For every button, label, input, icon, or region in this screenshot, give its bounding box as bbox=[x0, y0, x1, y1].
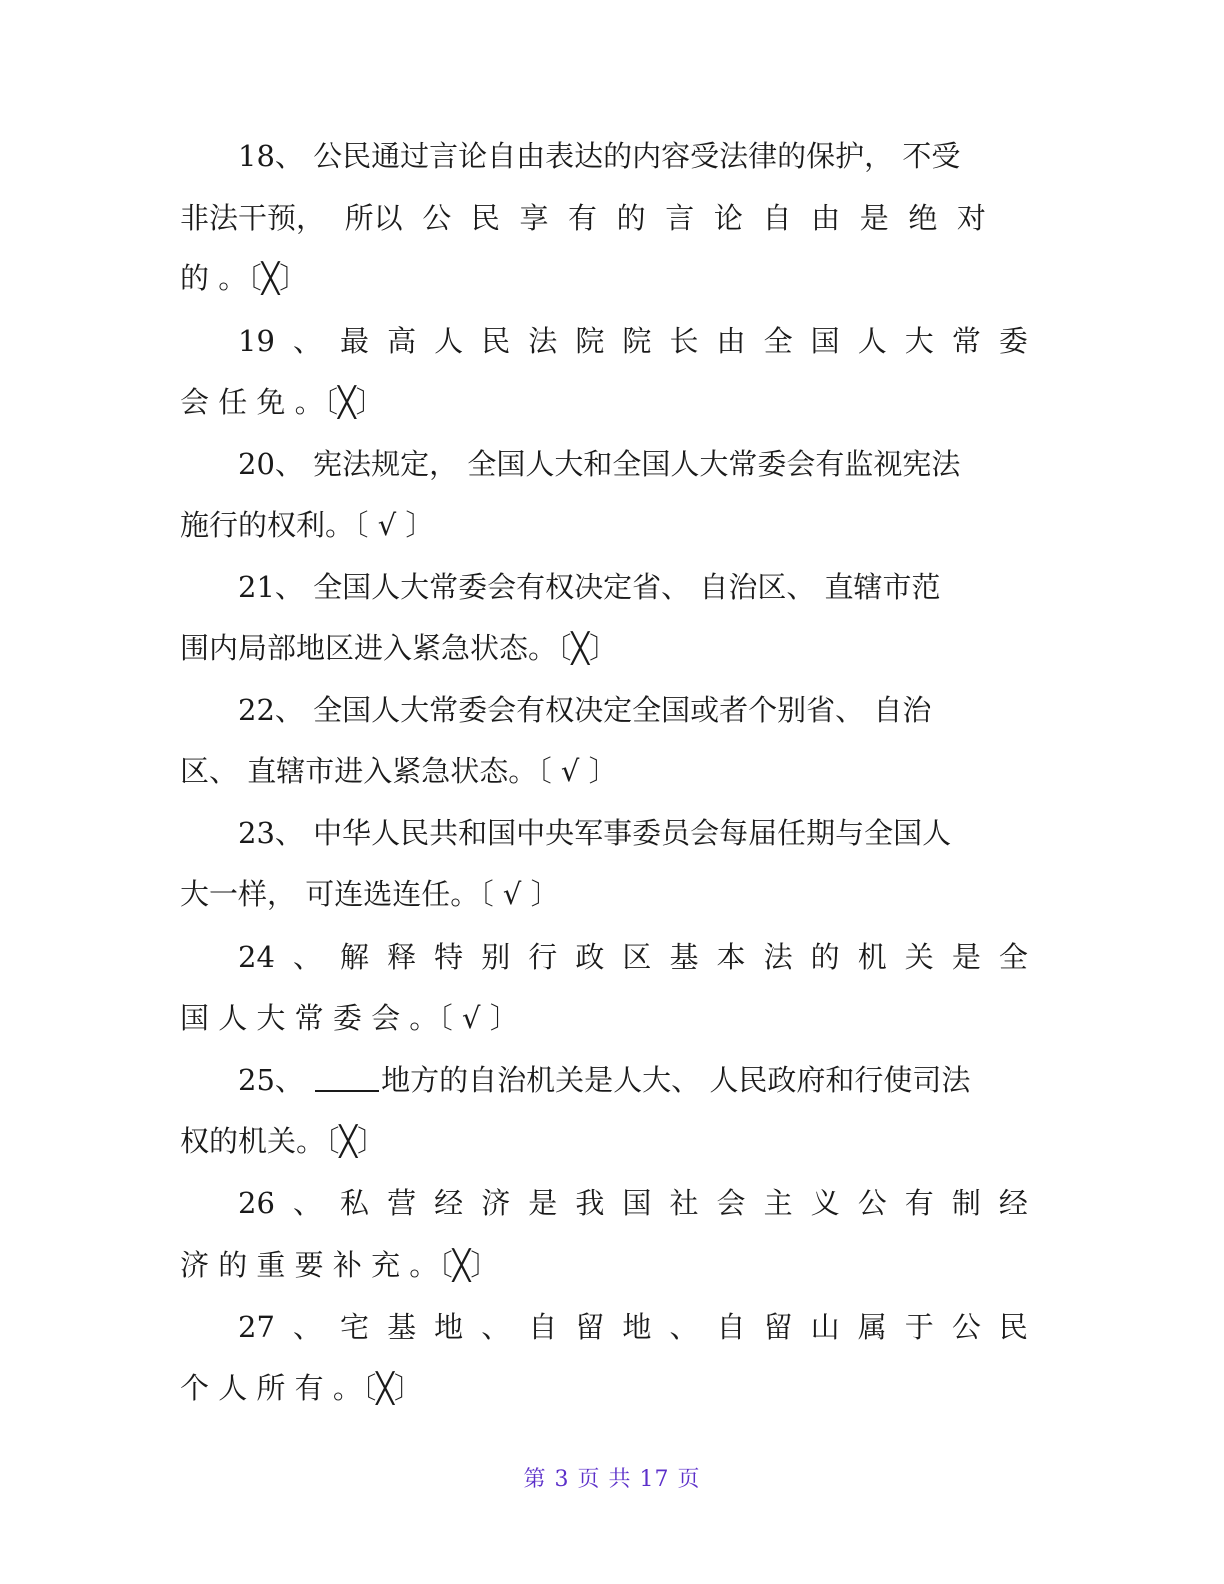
spread-token: 非法干预， bbox=[180, 201, 326, 235]
spread-token: 制 bbox=[951, 1186, 981, 1220]
q25-text: 地方的自治机关是人大、 人民政府和行使司法 bbox=[381, 1063, 971, 1097]
spread-token: 言 bbox=[665, 201, 695, 235]
spread-token: 、 bbox=[292, 940, 322, 974]
spread-token: 最 bbox=[340, 324, 370, 358]
spread-token: 自 bbox=[716, 1310, 746, 1344]
spread-token: 长 bbox=[669, 324, 699, 358]
spread-token: 是 bbox=[528, 1186, 558, 1220]
spread-token: 基 bbox=[387, 1310, 417, 1344]
spread-token: 释 bbox=[387, 940, 417, 974]
spread-token: 的 bbox=[810, 940, 840, 974]
spread-token: 19 bbox=[238, 324, 275, 358]
spread-token: 会 bbox=[716, 1186, 746, 1220]
q27-line2: 个 人 所 有 。〔╳〕 bbox=[180, 1371, 423, 1405]
q18-line1: 18、 公民通过言论自由表达的内容受法律的保护， 不受 bbox=[238, 139, 961, 173]
spread-token: 政 bbox=[575, 940, 605, 974]
spread-token: 院 bbox=[575, 324, 605, 358]
spread-token: 义 bbox=[810, 1186, 840, 1220]
q23-line2: 大一样， 可连选连任。〔 √ 〕 bbox=[180, 877, 560, 911]
q25-line2: 权的机关。〔╳〕 bbox=[180, 1124, 386, 1158]
spread-token: 主 bbox=[763, 1186, 793, 1220]
spread-token: 解 bbox=[340, 940, 370, 974]
spread-token: 24 bbox=[238, 940, 275, 974]
spread-token: 人 bbox=[857, 324, 887, 358]
spread-token: 社 bbox=[669, 1186, 699, 1220]
spread-token: 由 bbox=[716, 324, 746, 358]
spread-token: 公 bbox=[422, 201, 452, 235]
q26-line1 bbox=[238, 1183, 1028, 1223]
spread-token: 营 bbox=[387, 1186, 417, 1220]
spread-token: 山 bbox=[810, 1310, 840, 1344]
spread-token: 对 bbox=[956, 201, 986, 235]
spread-token: 常 bbox=[951, 324, 981, 358]
spread-token: 、 bbox=[669, 1310, 699, 1344]
q19-line1 bbox=[238, 321, 1028, 361]
spread-token: 国 bbox=[622, 1186, 652, 1220]
spread-token: 经 bbox=[434, 1186, 464, 1220]
spread-token: 别 bbox=[481, 940, 511, 974]
spread-token: 区 bbox=[622, 940, 652, 974]
spread-token: 属 bbox=[857, 1310, 887, 1344]
spread-token: 、 bbox=[292, 1186, 322, 1220]
spread-token: 济 bbox=[481, 1186, 511, 1220]
spread-token: 于 bbox=[904, 1310, 934, 1344]
spread-token: 大 bbox=[904, 324, 934, 358]
spread-token: 机 bbox=[857, 940, 887, 974]
spread-token: 委 bbox=[998, 324, 1028, 358]
spread-token: 地 bbox=[622, 1310, 652, 1344]
page-footer: 第 3 页 共 17 页 bbox=[523, 1467, 701, 1492]
spread-token: 是 bbox=[859, 201, 889, 235]
spread-token: 经 bbox=[998, 1186, 1028, 1220]
spread-token: 由 bbox=[811, 201, 841, 235]
q22-line1: 22、 全国人大常委会有权决定全国或者个别省、 自治 bbox=[238, 693, 932, 727]
spread-token: 全 bbox=[998, 940, 1028, 974]
spread-token: 所以 bbox=[344, 201, 403, 235]
spread-token: 法 bbox=[763, 940, 793, 974]
q21-line1: 21、 全国人大常委会有权决定省、 自治区、 直辖市范 bbox=[238, 570, 941, 604]
q26-line2: 济 的 重 要 补 充 。〔╳〕 bbox=[180, 1248, 500, 1282]
spread-token: 关 bbox=[904, 940, 934, 974]
spread-token: 有 bbox=[904, 1186, 934, 1220]
spread-token: 26 bbox=[238, 1186, 275, 1220]
spread-token: 享 bbox=[519, 201, 549, 235]
q23-line1: 23、 中华人民共和国中央军事委员会每届任期与全国人 bbox=[238, 816, 952, 850]
spread-token: 本 bbox=[716, 940, 746, 974]
spread-token: 宅 bbox=[340, 1310, 370, 1344]
spread-token: 民 bbox=[470, 201, 500, 235]
spread-token: 自 bbox=[762, 201, 792, 235]
spread-token: 民 bbox=[998, 1310, 1028, 1344]
q18-line2 bbox=[180, 198, 986, 238]
spread-token: 特 bbox=[434, 940, 464, 974]
spread-token: 基 bbox=[669, 940, 699, 974]
spread-token: 27 bbox=[238, 1310, 275, 1344]
spread-token: 法 bbox=[528, 324, 558, 358]
spread-token: 全 bbox=[763, 324, 793, 358]
q25-number: 25、 bbox=[238, 1063, 304, 1097]
spread-token: 留 bbox=[763, 1310, 793, 1344]
spread-token: 自 bbox=[528, 1310, 558, 1344]
q20-line2: 施行的权利。〔 √ 〕 bbox=[180, 508, 435, 542]
spread-token: 地 bbox=[434, 1310, 464, 1344]
spread-token: 的 bbox=[616, 201, 646, 235]
spread-token: 私 bbox=[340, 1186, 370, 1220]
spread-token: 人 bbox=[434, 324, 464, 358]
spread-token: 行 bbox=[528, 940, 558, 974]
spread-token: 论 bbox=[713, 201, 743, 235]
q18-line3: 的 。〔╳〕 bbox=[180, 261, 309, 295]
spread-token: 公 bbox=[951, 1310, 981, 1344]
spread-token: 院 bbox=[622, 324, 652, 358]
spread-token: 留 bbox=[575, 1310, 605, 1344]
q19-line2: 会 任 免 。〔╳〕 bbox=[180, 385, 385, 419]
spread-token: 是 bbox=[951, 940, 981, 974]
q25-blank bbox=[315, 1062, 379, 1092]
spread-token: 、 bbox=[292, 324, 322, 358]
q24-line1 bbox=[238, 937, 1028, 977]
spread-token: 公 bbox=[857, 1186, 887, 1220]
spread-token: 绝 bbox=[908, 201, 938, 235]
spread-token: 、 bbox=[292, 1310, 322, 1344]
q24-line2: 国 人 大 常 委 会 。〔 √ 〕 bbox=[180, 1001, 519, 1035]
spread-token: 我 bbox=[575, 1186, 605, 1220]
spread-token: 国 bbox=[810, 324, 840, 358]
spread-token: 高 bbox=[387, 324, 417, 358]
q21-line2: 围内局部地区进入紧急状态。〔╳〕 bbox=[180, 631, 618, 665]
q22-line2: 区、 直辖市进入紧急状态。〔 √ 〕 bbox=[180, 754, 618, 788]
spread-token: 、 bbox=[481, 1310, 511, 1344]
spread-token: 民 bbox=[481, 324, 511, 358]
spread-token: 有 bbox=[568, 201, 598, 235]
q25-line1 bbox=[238, 1060, 1028, 1100]
q20-line1: 20、 宪法规定， 全国人大和全国人大常委会有监视宪法 bbox=[238, 447, 961, 481]
q27-line1 bbox=[238, 1307, 1028, 1347]
